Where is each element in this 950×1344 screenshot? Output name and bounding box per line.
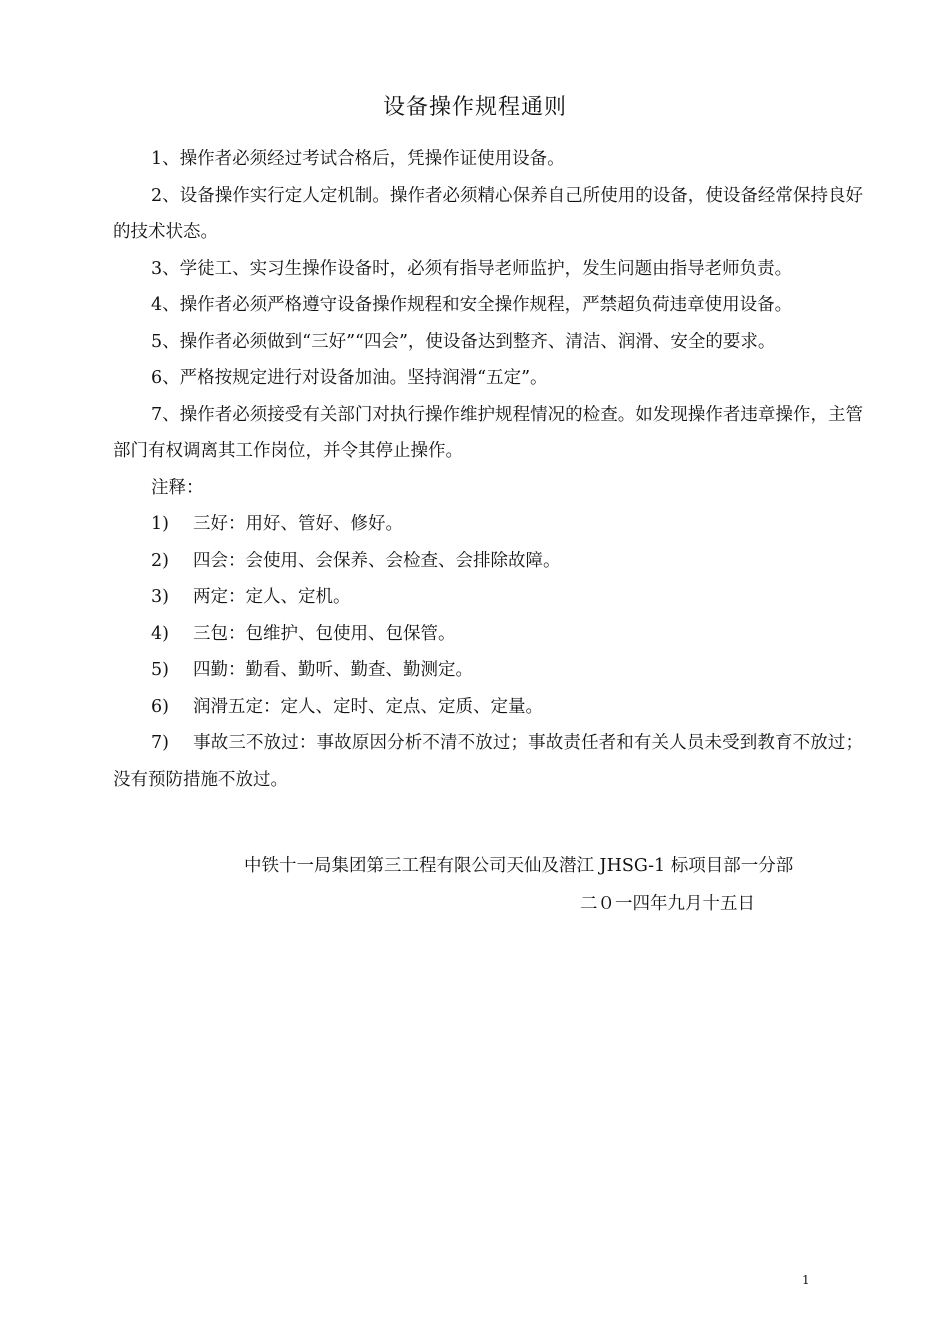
note-item-2 xyxy=(113,543,863,580)
note-text: 两定：定人、定机。 xyxy=(193,587,351,607)
notes-heading: 注释： xyxy=(151,477,204,498)
note-item-6 xyxy=(113,689,863,726)
note-text: 事故三不放过：事故原因分析不清不放过；事故责任者和有关人员未受到教育不放过；没有预防措施不放过。 xyxy=(113,733,863,790)
note-item-1 xyxy=(113,506,863,543)
note-number: 1) xyxy=(151,514,169,534)
note-number: 5) xyxy=(151,660,169,680)
document-title: 设备操作规程通则 xyxy=(382,95,567,120)
note-number: 4) xyxy=(151,623,169,644)
note-item-3 xyxy=(113,579,863,616)
note-number: 2) xyxy=(151,550,169,571)
note-text: 四勤：勤看、勤听、勤查、勤测定。 xyxy=(193,660,473,680)
note-item-5 xyxy=(113,652,863,689)
signature-organization: 中铁十一局集团第三工程有限公司天仙及潜江 JHSG-1 标项目部一分部 xyxy=(244,856,794,876)
rule-paragraph-7: 7、操作者必须接受有关部门对执行操作维护规程情况的检查。如发现操作者违章操作，主管部门有权调离其工作岗位，并令其停止操作。 xyxy=(113,404,863,461)
note-text: 三好：用好、管好、修好。 xyxy=(193,514,403,534)
signature-date: 二０一四年九月十五日 xyxy=(580,894,755,914)
note-item-7 xyxy=(113,725,863,798)
rule-paragraph-4: 4、操作者必须严格遵守设备操作规程和安全操作规程，严禁超负荷违章使用设备。 xyxy=(151,295,793,315)
note-number: 7) xyxy=(151,733,169,753)
page-number: 1 xyxy=(802,1273,810,1287)
rule-paragraph-1: 1、操作者必须经过考试合格后，凭操作证使用设备。 xyxy=(151,149,565,169)
note-number: 6) xyxy=(151,696,169,717)
note-text: 润滑五定：定人、定时、定点、定质、定量。 xyxy=(193,696,543,717)
rule-paragraph-2: 2、设备操作实行定人定机制。操作者必须精心保养自己所使用的设备，使设备经常保持良好的技术状态。 xyxy=(113,185,863,242)
rule-paragraph-3: 3、学徒工、实习生操作设备时，必须有指导老师监护，发生问题由指导老师负责。 xyxy=(151,258,793,279)
rule-paragraph-5: 5、操作者必须做到“三好”“四会”，使设备达到整齐、清洁、润滑、安全的要求。 xyxy=(151,331,776,352)
note-number: 3) xyxy=(151,587,169,607)
note-item-4 xyxy=(113,616,863,653)
note-text: 四会：会使用、会保养、会检查、会排除故障。 xyxy=(193,550,561,571)
document-body xyxy=(113,141,863,798)
rule-paragraph-6: 6、严格按规定进行对设备加油。坚持润滑“五定”。 xyxy=(151,368,548,388)
note-text: 三包：包维护、包使用、包保管。 xyxy=(193,623,456,644)
